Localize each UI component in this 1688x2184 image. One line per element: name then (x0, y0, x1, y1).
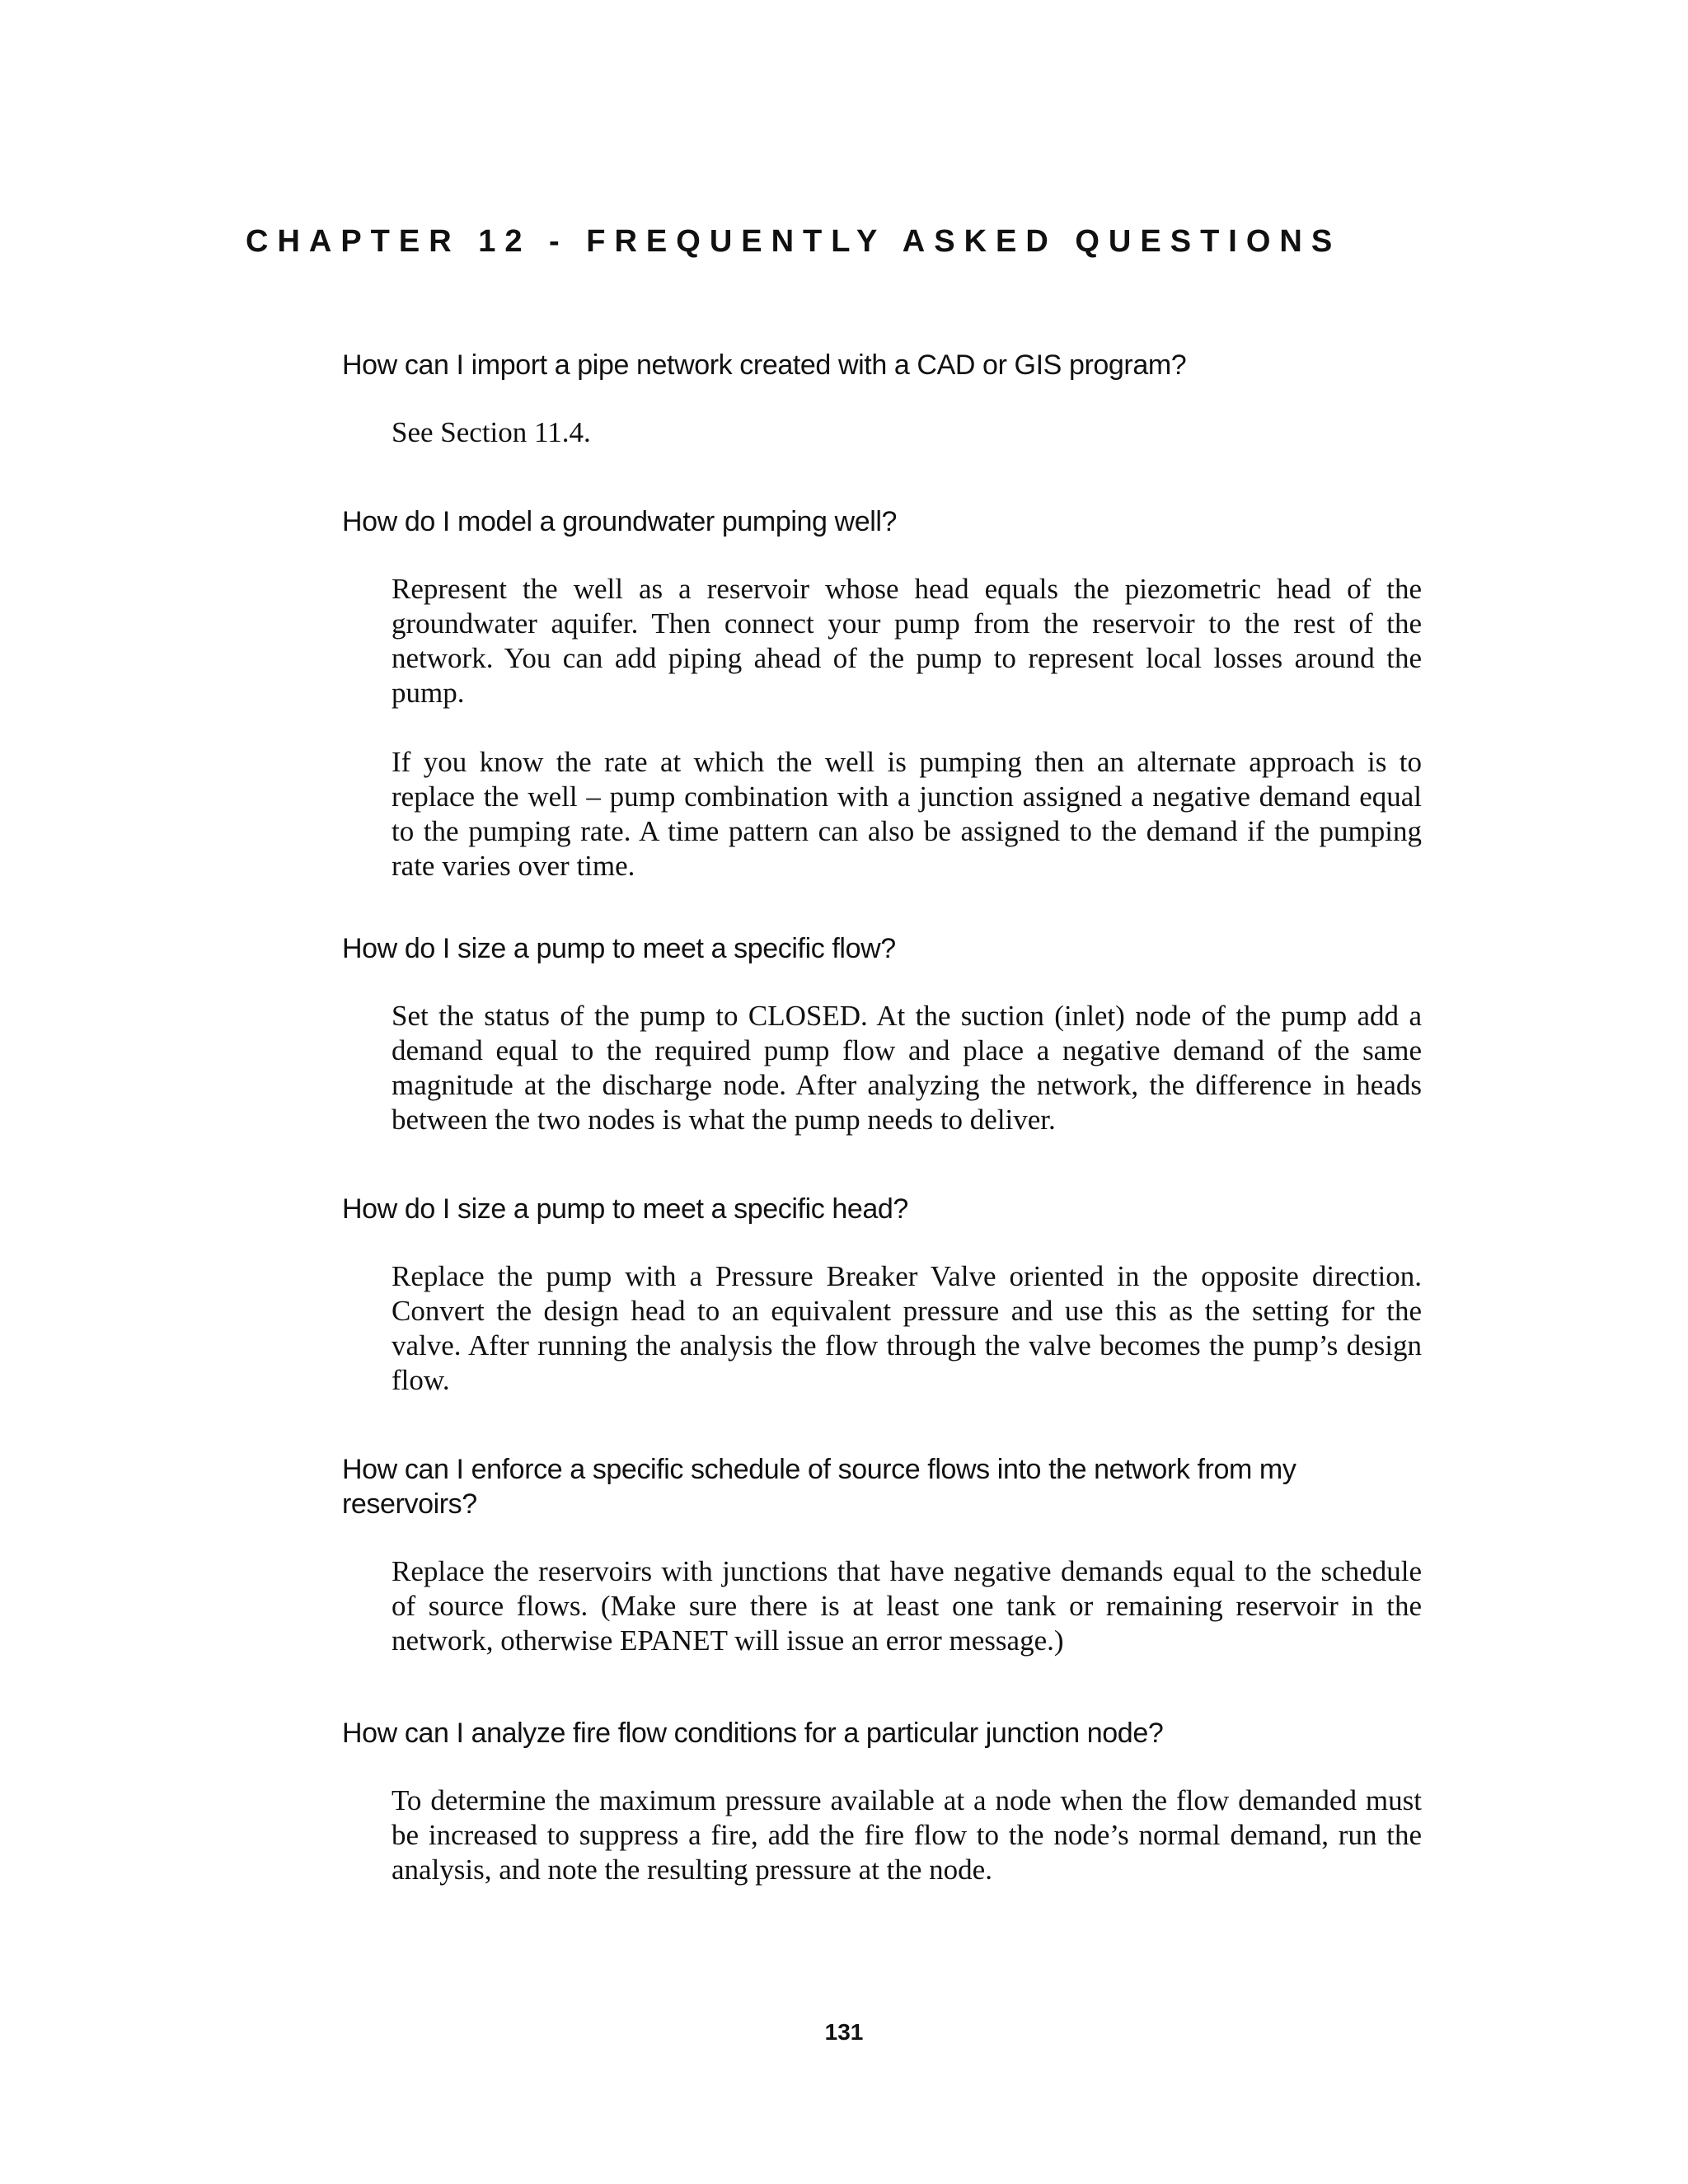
faq-answer: Replace the reservoirs with junctions that have negative demands equal to the schedule of source flows. (Make sure there is at least one tank or remaining reservoir in the network, otherwise EPANET will issue an error message.) (392, 1555, 1422, 1657)
faq-item (342, 1716, 1422, 1887)
faq-answer: If you know the rate at which the well is pumping then an alternate approach is to replace the well – pump combination with a junction assigned a negative demand equal to the pumping rate. A time pattern can also be assigned to the demand if the pumping rate varies over time. (392, 746, 1422, 882)
faq-item (342, 504, 1422, 883)
faq-question: How do I model a groundwater pumping well? (342, 506, 898, 537)
faq-question: How can I import a pipe network created with a CAD or GIS program? (342, 349, 1187, 381)
faq-question: How can I enforce a specific schedule of source flows into the network from my reservoirs? (342, 1454, 1296, 1520)
faq-answer: Replace the pump with a Pressure Breaker Valve oriented in the opposite direction. Convert the design head to an equivalent pressure and use this as the setting for the valve. After running the analysis the flow through the valve becomes the pump’s design flow. (392, 1260, 1422, 1396)
faq-answer: Set the status of the pump to CLOSED. At the suction (inlet) node of the pump add a demand equal to the required pump flow and place a negative demand of the same magnitude at the discharge node. After analyzing the network, the difference in heads between the two nodes is what the pump needs to deliver. (392, 1000, 1422, 1136)
chapter-title: CHAPTER 12 - FREQUENTLY ASKED QUESTIONS (246, 224, 1342, 259)
faq-item (342, 348, 1422, 450)
faq-answer: To determine the maximum pressure available at a node when the flow demanded must be increased to suppress a fire, add the fire flow to the node’s normal demand, run the analysis, and note the resulting pressure at the node. (392, 1784, 1422, 1886)
page-number: 131 (824, 2019, 864, 2045)
faq-item (342, 1452, 1422, 1658)
faq-question: How can I analyze fire flow conditions for a particular junction node? (342, 1718, 1164, 1749)
faq-question: How do I size a pump to meet a specific flow? (342, 933, 896, 964)
faq-item (342, 931, 1422, 1137)
faq-item (342, 1192, 1422, 1398)
faq-answer: See Section 11.4. (392, 416, 591, 448)
faq-question: How do I size a pump to meet a specific head? (342, 1193, 908, 1225)
faq-answer: Represent the well as a reservoir whose head equals the piezometric head of the groundwater aquifer. Then connect your pump from the reservoir to the rest of the network. You can add piping ahead of the pump to represent local losses around the pump. (392, 573, 1422, 709)
